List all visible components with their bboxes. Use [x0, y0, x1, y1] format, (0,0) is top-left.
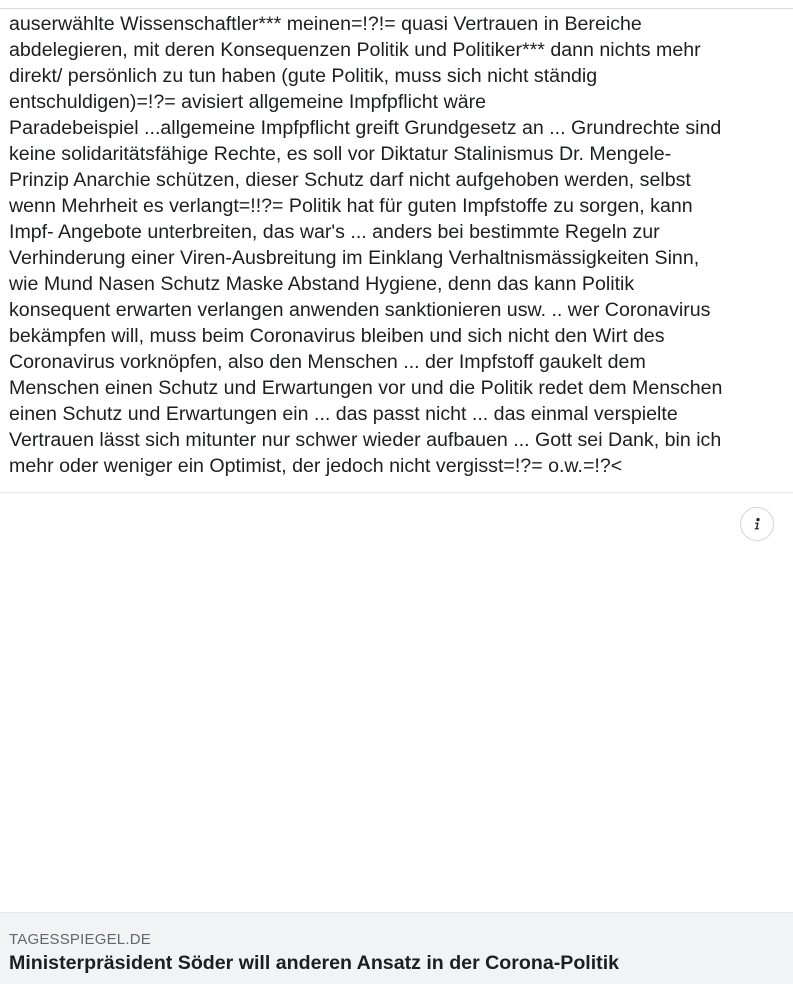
post-text-line: Verhinderung einer Viren-Ausbreitung im Einklang Verhaltnismässigkeiten Sinn, [9, 247, 700, 269]
post-text-line: bekämpfen will, muss beim Coronavirus bleiben und sich nicht den Wirt des [9, 325, 665, 347]
post-text-line: Impf- Angebote unterbreiten, das war's ... anders bei bestimmte Regeln zur [9, 221, 660, 243]
link-title[interactable]: Ministerpräsident Söder will anderen Ansatz in der Corona-Politik [9, 952, 620, 974]
post-text-line: keine solidaritätsfähige Rechte, es soll vor Diktatur Stalinismus Dr. Mengele- [9, 143, 672, 165]
post-text-line: konsequent erwarten verlangen anwenden sanktionieren usw. .. wer Coronavirus [9, 299, 711, 321]
post-text-line: einen Schutz und Erwartungen ein ... das passt nicht ... das einmal verspielte [9, 403, 678, 425]
info-button[interactable] [740, 507, 774, 541]
post-text-line: abdelegieren, mit deren Konsequenzen Politik und Politiker*** dann nichts mehr [9, 39, 701, 61]
post-text-line: auserwählte Wissenschaftler*** meinen=!?!= quasi Vertrauen in Bereiche [9, 13, 642, 35]
link-preview-image[interactable] [0, 493, 793, 912]
info-icon [750, 517, 764, 531]
post-text-line: Coronavirus vorknöpfen, also den Menschen ... der Impfstoff gaukelt dem [9, 351, 646, 373]
post-text-line: Menschen einen Schutz und Erwartungen vor und die Politik redet dem Menschen [9, 377, 723, 399]
post-text-line: Vertrauen lässt sich mitunter nur schwer wieder aufbauen ... Gott sei Dank, bin ich [9, 429, 722, 451]
post-text-line: wenn Mehrheit es verlangt=!!?= Politik hat für guten Impfstoffe zu sorgen, kann [9, 195, 693, 217]
post-text-line: Prinzip Anarchie schützen, dieser Schutz darf nicht aufgehoben werden, selbst [9, 169, 691, 191]
link-domain: TAGESSPIEGEL.DE [9, 931, 151, 948]
post-text-line: wie Mund Nasen Schutz Maske Abstand Hygiene, denn das kann Politik [9, 273, 635, 295]
post-text-line: entschuldigen)=!?= avisiert allgemeine Impfpflicht wäre [9, 91, 487, 113]
top-divider [0, 8, 793, 9]
post-text-line: mehr oder weniger ein Optimist, der jedoch nicht vergisst=!?= o.w.=!?< [9, 455, 623, 477]
post-text-line: Paradebeispiel ...allgemeine Impfpflicht greift Grundgesetz an ... Grundrechte sind [9, 117, 722, 139]
post-body-text [9, 11, 785, 479]
link-preview-card[interactable] [0, 912, 793, 984]
post-text-line: direkt/ persönlich zu tun haben (gute Politik, muss sich nicht ständig [9, 65, 598, 87]
